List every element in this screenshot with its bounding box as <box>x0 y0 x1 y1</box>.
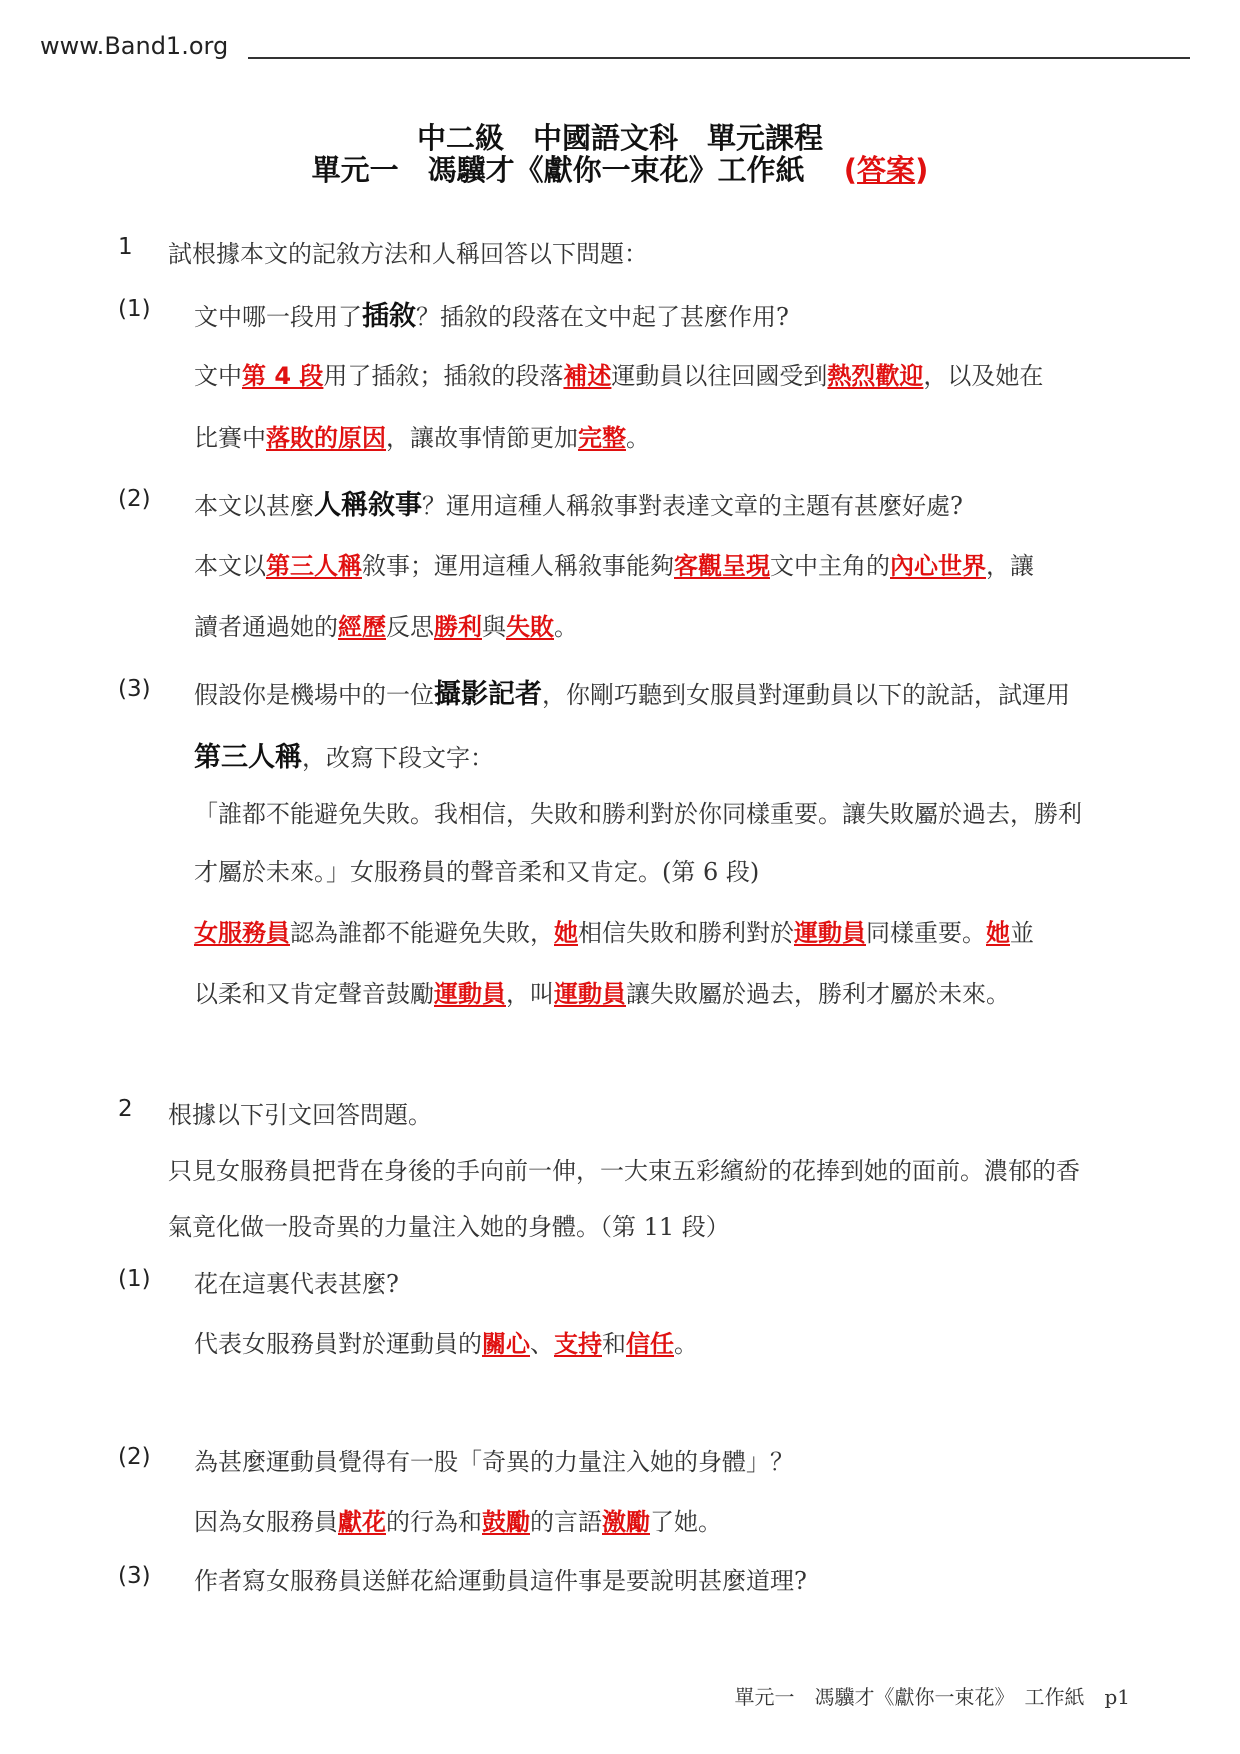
quote-line: 氣竟化做一股奇異的力量注入她的身體。（第 11 段） <box>168 1213 730 1241</box>
subquestion-text: 作者寫女服務員送鮮花給運動員這件事是要說明甚麼道理? <box>194 1567 807 1595</box>
answer-line: 以柔和又肯定聲音鼓勵運動員，叫運動員讓失敗屬於過去，勝利才屬於未來。 <box>194 980 1010 1008</box>
subquestion-text: 花在這裏代表甚麼? <box>194 1270 399 1298</box>
quote-line: 只見女服務員把背在身後的手向前一伸，一大束五彩繽紛的花捧到她的面前。濃郁的香 <box>168 1157 1080 1185</box>
subquestion-number: (1) <box>118 1266 151 1292</box>
question-number: 1 <box>118 234 133 260</box>
title-unit: 單元一 馮驥才《獻你一束花》工作紙 <box>311 153 805 187</box>
subquestion-number: (3) <box>118 1563 151 1589</box>
subquestion-text: 假設你是機場中的一位攝影記者，你剛巧聽到女服員對運動員以下的說話，試運用 <box>194 679 1070 710</box>
answer-line: 比賽中落敗的原因，讓故事情節更加完整。 <box>194 424 650 452</box>
title-line-1: 中二級 中國語文科 單元課程 <box>416 121 823 155</box>
subquestion-number: (1) <box>118 296 151 322</box>
answer-line: 女服務員認為誰都不能避免失敗，她相信失敗和勝利對於運動員同樣重要。她並 <box>194 919 1034 947</box>
subquestion-text: 為甚麼運動員覺得有一股「奇異的力量注入她的身體」？ <box>194 1448 794 1476</box>
question-text: 根據以下引文回答問題。 <box>168 1101 432 1129</box>
subquestion-number: (2) <box>118 1444 151 1470</box>
answer-line: 因為女服務員獻花的行為和鼓勵的言語激勵了她。 <box>194 1508 722 1536</box>
subquestion-text: 文中哪一段用了插敘？插敘的段落在文中起了甚麼作用? <box>194 301 789 332</box>
question-text: 試根據本文的記敘方法和人稱回答以下問題： <box>168 240 648 268</box>
subquestion-text: 本文以甚麼人稱敘事？運用這種人稱敘事對表達文章的主題有甚麼好處? <box>194 490 963 521</box>
question-number: 2 <box>118 1096 133 1122</box>
answer-line: 文中第 4 段用了插敘；插敘的段落補述運動員以往回國受到熱烈歡迎，以及她在 <box>194 362 1044 390</box>
title-line-2 <box>0 148 1240 189</box>
page-footer: 單元一 馮驥才《獻你一束花》 工作紙 p1 <box>734 1685 1130 1709</box>
answer-line: 本文以第三人稱敘事；運用這種人稱敘事能夠客觀呈現文中主角的內心世界，讓 <box>194 552 1034 580</box>
answer-tag: (答案) <box>843 153 929 187</box>
answer-line: 讀者通過她的經歷反思勝利與失敗。 <box>194 613 578 641</box>
header-rule <box>248 57 1190 59</box>
quote-line: 「誰都不能避免失敗。我相信，失敗和勝利對於你同樣重要。讓失敗屬於過去，勝利 <box>194 800 1082 828</box>
quote-line: 才屬於未來。」女服務員的聲音柔和又肯定。(第 6 段) <box>194 858 760 886</box>
answer-line: 代表女服務員對於運動員的關心、支持和信任。 <box>194 1330 698 1358</box>
subquestion-number: (2) <box>118 486 151 512</box>
site-url: www.Band1.org <box>40 32 229 60</box>
subquestion-number: (3) <box>118 676 151 702</box>
subquestion-text: 第三人稱，改寫下段文字： <box>194 742 494 773</box>
